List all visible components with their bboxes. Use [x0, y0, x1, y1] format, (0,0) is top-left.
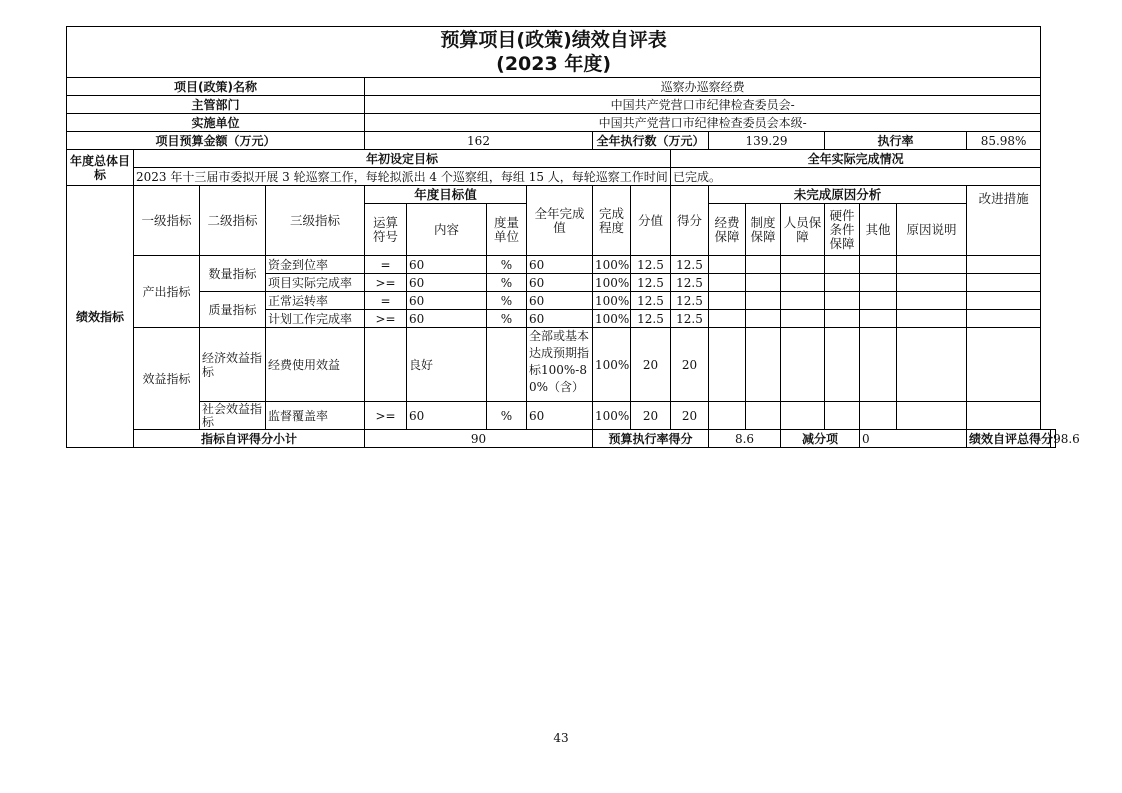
- indicator-score: 12.5: [671, 256, 709, 274]
- indicator-value: 20: [631, 402, 671, 430]
- page-number: 43: [553, 731, 569, 745]
- budget-value: 162: [365, 132, 593, 150]
- header-level2: 二级指标: [200, 186, 266, 256]
- group-benefit: 效益指标: [134, 328, 200, 430]
- header-r-hardware: 硬件条件保障: [825, 204, 860, 256]
- title-line-2: (2023 年度): [496, 53, 612, 75]
- indicator-score: 20: [671, 328, 709, 402]
- group-quantity: 数量指标: [200, 256, 266, 292]
- indicator-op: >=: [365, 402, 407, 430]
- indicator-op: >=: [365, 310, 407, 328]
- table-row: [67, 328, 1056, 402]
- group-economic: 经济效益指标: [200, 328, 266, 402]
- group-quality: 质量指标: [200, 292, 266, 328]
- group-social: 社会效益指标: [200, 402, 266, 430]
- indicator-content: 60: [407, 256, 487, 274]
- indicator-name: 正常运转率: [266, 292, 365, 310]
- indicator-score: 12.5: [671, 310, 709, 328]
- header-score: 得分: [671, 186, 709, 256]
- header-completed: 全年完成值: [527, 186, 593, 256]
- indicator-degree: 100%: [593, 292, 631, 310]
- indicator-done: 60: [527, 310, 593, 328]
- header-degree: 完成程度: [593, 186, 631, 256]
- header-content: 内容: [407, 204, 487, 256]
- indicator-op: =: [365, 256, 407, 274]
- indicator-value: 12.5: [631, 256, 671, 274]
- header-r-other: 其他: [860, 204, 897, 256]
- header-unit: 度量单位: [487, 204, 527, 256]
- indicator-done: 60: [527, 256, 593, 274]
- total-value: 98.6: [1051, 430, 1056, 448]
- executed-label: 全年执行数（万元）: [593, 132, 709, 150]
- indicator-op: >=: [365, 274, 407, 292]
- indicator-done: 60: [527, 402, 593, 430]
- table-row: [67, 256, 1056, 274]
- exec-score-label: 预算执行率得分: [593, 430, 709, 448]
- indicator-done: 60: [527, 274, 593, 292]
- table-row: [67, 402, 1056, 430]
- indicator-value: 12.5: [631, 292, 671, 310]
- indicator-degree: 100%: [593, 256, 631, 274]
- total-label: 绩效自评总得分: [967, 430, 1051, 448]
- indicators-label: 绩效指标: [67, 186, 134, 448]
- initial-goal-text: 2023 年十三届市委拟开展 3 轮巡察工作，每轮拟派出 4 个巡察组，每组 15 人，每轮巡察工作时间: [134, 168, 671, 186]
- indicator-score: 12.5: [671, 292, 709, 310]
- header-r-funding: 经费保障: [709, 204, 746, 256]
- header-r-desc: 原因说明: [897, 204, 967, 256]
- indicator-unit: %: [487, 402, 527, 430]
- indicator-content: 60: [407, 292, 487, 310]
- table-row: [67, 292, 1056, 310]
- indicator-name: 监督覆盖率: [266, 402, 365, 430]
- dept-label: 主管部门: [67, 96, 365, 114]
- indicator-unit: %: [487, 292, 527, 310]
- header-level1: 一级指标: [134, 186, 200, 256]
- indicator-unit: [487, 328, 527, 402]
- header-level3: 三级指标: [266, 186, 365, 256]
- indicator-name: 资金到位率: [266, 256, 365, 274]
- deduct-value: 0: [860, 430, 967, 448]
- budget-label: 项目预算金额（万元）: [67, 132, 365, 150]
- dept: 中国共产党营口市纪律检查委员会-: [365, 96, 1041, 114]
- actual-completion-label: 全年实际完成情况: [671, 150, 1041, 168]
- header-reason-group: 未完成原因分析: [709, 186, 967, 204]
- indicator-content: 60: [407, 402, 487, 430]
- indicator-degree: 100%: [593, 328, 631, 402]
- rate-label: 执行率: [825, 132, 967, 150]
- subtotal-value: 90: [365, 430, 593, 448]
- indicator-value: 12.5: [631, 310, 671, 328]
- indicator-name: 计划工作完成率: [266, 310, 365, 328]
- exec-score-value: 8.6: [709, 430, 781, 448]
- indicator-degree: 100%: [593, 310, 631, 328]
- table-title: [67, 27, 1041, 78]
- header-r-staff: 人员保障: [781, 204, 825, 256]
- performance-self-evaluation-table: [66, 26, 1080, 448]
- indicator-op: =: [365, 292, 407, 310]
- indicator-unit: %: [487, 274, 527, 292]
- project-name: 巡察办巡察经费: [365, 78, 1041, 96]
- indicator-name: 经费使用效益: [266, 328, 365, 402]
- indicator-op: [365, 328, 407, 402]
- indicator-value: 20: [631, 328, 671, 402]
- header-improve: 改进措施: [967, 186, 1041, 256]
- indicator-degree: 100%: [593, 274, 631, 292]
- goals-label: 年度总体目标: [67, 150, 134, 186]
- indicator-done: 全部或基本达成预期指标100%-80%（含）: [527, 328, 593, 402]
- indicator-unit: %: [487, 310, 527, 328]
- indicator-score: 12.5: [671, 274, 709, 292]
- indicator-done: 60: [527, 292, 593, 310]
- indicator-score: 20: [671, 402, 709, 430]
- unit-label: 实施单位: [67, 114, 365, 132]
- indicator-content: 60: [407, 274, 487, 292]
- indicator-unit: %: [487, 256, 527, 274]
- indicator-content: 良好: [407, 328, 487, 402]
- project-name-label: 项目(政策)名称: [67, 78, 365, 96]
- indicator-name: 项目实际完成率: [266, 274, 365, 292]
- header-operator: 运算符号: [365, 204, 407, 256]
- deduct-label: 减分项: [781, 430, 860, 448]
- header-annual-target: 年度目标值: [365, 186, 527, 204]
- indicator-content: 60: [407, 310, 487, 328]
- initial-goal-label: 年初设定目标: [134, 150, 671, 168]
- title-line-1: 预算项目(政策)绩效自评表: [440, 29, 667, 51]
- indicator-degree: 100%: [593, 402, 631, 430]
- indicator-value: 12.5: [631, 274, 671, 292]
- header-score-value: 分值: [631, 186, 671, 256]
- unit: 中国共产党营口市纪律检查委员会本级-: [365, 114, 1041, 132]
- actual-completion-text: 已完成。: [671, 168, 1041, 186]
- subtotal-label: 指标自评得分小计: [134, 430, 365, 448]
- executed-value: 139.29: [709, 132, 825, 150]
- group-output: 产出指标: [134, 256, 200, 328]
- rate-value: 85.98%: [967, 132, 1041, 150]
- header-r-system: 制度保障: [746, 204, 781, 256]
